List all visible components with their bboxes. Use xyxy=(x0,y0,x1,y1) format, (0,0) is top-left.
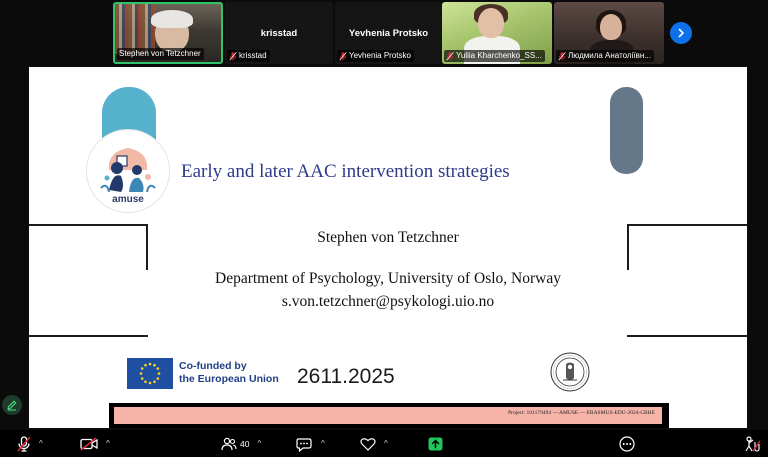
mic-muted-icon xyxy=(446,52,454,61)
participant-name: Yevhenia Protsko xyxy=(349,51,411,60)
amuse-logo xyxy=(87,130,169,212)
participants-button[interactable] xyxy=(221,435,261,453)
eu-line-1: Co-funded by xyxy=(179,360,247,372)
participant-tile-3[interactable] xyxy=(335,2,442,64)
eu-flag-icon xyxy=(127,358,173,389)
slide-author: Stephen von Tetzchner xyxy=(317,229,459,246)
participant-face xyxy=(600,14,622,40)
eu-line-2: the European Union xyxy=(179,373,279,385)
chevron-up-icon[interactable]: ^ xyxy=(106,439,110,448)
slide-title: Early and later AAC intervention strategies xyxy=(181,161,510,182)
participant-hair xyxy=(151,10,193,28)
bracket-right-bottom xyxy=(627,335,747,337)
share-screen-icon xyxy=(428,437,443,451)
video-off-icon xyxy=(80,437,98,451)
participant-center-name: krisstad xyxy=(260,28,298,39)
participant-name-tag xyxy=(117,48,204,60)
chat-button[interactable] xyxy=(296,435,325,453)
chevron-up-icon[interactable]: ^ xyxy=(384,439,388,448)
participant-name-tag xyxy=(227,50,270,62)
participant-name-tag xyxy=(444,50,545,62)
university-seal-icon xyxy=(550,352,590,392)
participant-name-tag xyxy=(556,50,654,62)
more-button[interactable] xyxy=(619,435,635,453)
participant-strip xyxy=(0,0,768,66)
chevron-right-icon xyxy=(676,28,686,38)
participants-count: 40 xyxy=(240,439,250,449)
participant-name: Yuliia Kharchenko_SS... xyxy=(456,51,542,60)
gray-decoration xyxy=(610,87,643,174)
participants-icon xyxy=(221,437,237,451)
participant-tile-2[interactable] xyxy=(225,2,333,64)
logo-text: amuse xyxy=(112,194,144,205)
more-icon xyxy=(619,436,635,452)
participant-tile-4[interactable] xyxy=(442,2,552,64)
reactions-icon xyxy=(360,437,376,451)
annotate-button[interactable] xyxy=(2,395,22,415)
participant-name: Stephen von Tetzchner xyxy=(119,49,201,58)
shared-screen-slide xyxy=(29,67,747,428)
chevron-up-icon[interactable]: ^ xyxy=(39,439,43,448)
slide-department: Department of Psychology, University of Oslo, Norway xyxy=(215,270,561,287)
raise-hand-icon xyxy=(743,436,761,452)
mic-muted-icon xyxy=(339,52,347,61)
bracket-right-top xyxy=(627,224,747,226)
participant-center-name: Yevhenia Protsko xyxy=(348,28,429,39)
chevron-up-icon[interactable]: ^ xyxy=(321,439,325,448)
chevron-up-icon[interactable]: ^ xyxy=(257,439,262,448)
mic-muted-icon xyxy=(17,436,31,452)
reactions-button[interactable] xyxy=(360,435,388,453)
bookshelf-background xyxy=(115,4,155,54)
pen-icon xyxy=(6,399,18,411)
video-button[interactable] xyxy=(80,435,110,453)
participant-name-tag xyxy=(337,50,414,62)
participant-tile-1[interactable] xyxy=(113,2,223,64)
mic-muted-icon xyxy=(558,52,566,61)
participant-tile-5[interactable] xyxy=(554,2,664,64)
mute-button[interactable] xyxy=(17,435,43,453)
participant-face xyxy=(478,8,504,38)
raise-hand-button[interactable] xyxy=(743,435,761,453)
next-participants-button[interactable] xyxy=(670,22,692,44)
slide-email: s.von.tetzchner@psykologi.uio.no xyxy=(281,293,495,310)
meeting-toolbar xyxy=(0,430,768,457)
eu-cofunded-text xyxy=(179,360,279,386)
bracket-left-top xyxy=(29,224,148,226)
participant-name: Людмила Анатоліївн... xyxy=(568,51,651,60)
participant-name: krisstad xyxy=(239,51,267,60)
slide-date: 2611.2025 xyxy=(297,365,395,388)
chat-icon xyxy=(296,437,313,452)
bracket-left-bottom xyxy=(29,335,148,337)
share-screen-button[interactable] xyxy=(428,435,443,453)
mic-muted-icon xyxy=(229,52,237,61)
footer-project-text: Project: 101179494 — AMUSE — ERASMUS-EDU-2024-CBHE xyxy=(508,410,655,416)
eu-stars xyxy=(127,358,173,389)
